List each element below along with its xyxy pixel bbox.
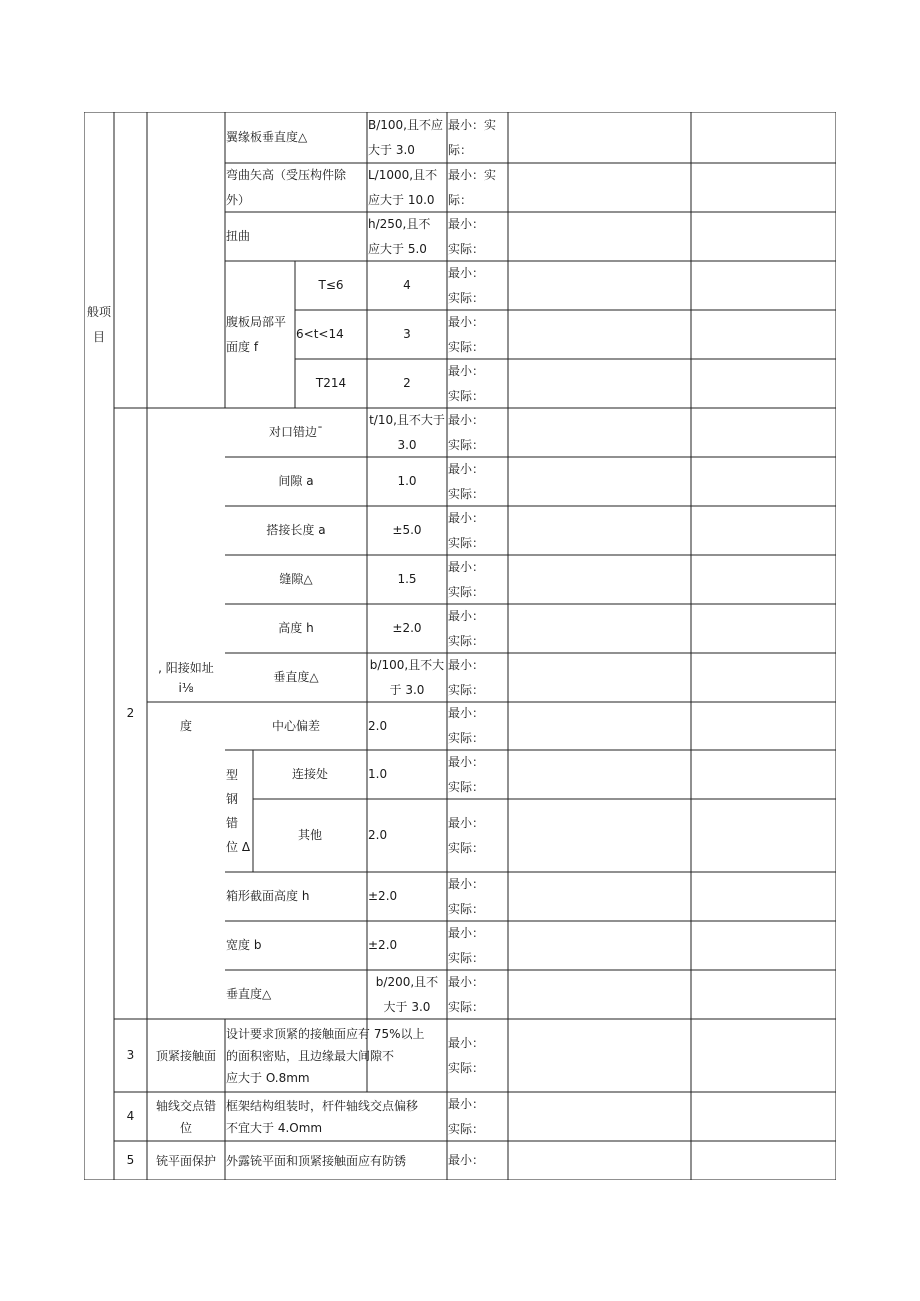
measured-value: 实际：: [448, 388, 485, 403]
measured-value: 实际：: [448, 731, 485, 745]
item-name: 扭曲: [226, 229, 251, 243]
item-name: 铳平面保护: [155, 1153, 216, 1168]
steel-offset-label: 位 Δ: [226, 840, 251, 854]
item-name: 间隙 a: [278, 474, 314, 488]
tolerance-value: ±2.0: [368, 938, 398, 952]
tolerance-value: ±5.0: [392, 523, 422, 537]
item-name: 搭接长度 a: [266, 523, 326, 537]
requirement-text: 不宜大于 4.Omm: [226, 1120, 323, 1135]
thickness-condition: T214: [315, 376, 347, 390]
thickness-condition: T≤6: [318, 278, 344, 292]
measured-value: 最小：: [448, 412, 485, 427]
measured-value: 最小：: [448, 559, 485, 574]
measured-value: 实际：: [448, 779, 485, 794]
row-number: 3: [126, 1048, 135, 1062]
item-name: 缝隙△: [279, 572, 313, 586]
item-name: 翼缘板垂直度△: [226, 130, 308, 144]
item-name: 外）: [226, 192, 251, 207]
requirement-text: 外露铳平面和顶紧接触面应有防锈: [226, 1153, 407, 1168]
item-name: 垂直度△: [226, 987, 272, 1001]
item-name: 对口错边ˉ: [268, 425, 323, 439]
category-label: 度: [179, 718, 192, 733]
measured-value: 最小：: [448, 974, 485, 989]
measured-value: 最小：: [448, 754, 485, 769]
item-name: 垂直度△: [273, 670, 319, 684]
tolerance-value: 大于 3.0: [383, 999, 431, 1014]
measured-value: 实际：: [448, 840, 485, 855]
measured-value: 最小：: [448, 216, 485, 231]
category-label: , 阳接如址: [158, 660, 214, 675]
measured-value: 实际：: [448, 901, 485, 916]
tolerance-value: B/100,且不应: [368, 117, 443, 132]
measured-value: 最小：: [448, 608, 485, 623]
measured-value: 最小：: [448, 1096, 485, 1111]
tolerance-value: L/1000,且不: [368, 167, 438, 182]
inspection-table: [84, 112, 836, 1180]
section-label: 目: [92, 330, 105, 344]
tolerance-value: 1.0: [368, 767, 388, 781]
measured-value: 最小：实: [448, 117, 497, 132]
tolerance-value: 应大于 10.0: [368, 192, 435, 207]
tolerance-value: 2.0: [368, 828, 388, 842]
requirement-text: 框架结构组装时，杆件轴线交点偏移: [226, 1098, 419, 1113]
tolerance-value: 于 3.0: [389, 682, 425, 697]
tolerance-value: 2.0: [368, 718, 388, 733]
measured-value: 实际：: [448, 633, 485, 648]
steel-offset-label: 错: [226, 816, 239, 830]
measured-value: 最小：: [448, 265, 485, 280]
item-name: 箱形截面高度 h: [226, 889, 310, 903]
measured-value: 实际：: [448, 1060, 485, 1075]
item-name: 其他: [297, 828, 322, 842]
item-name: 面度 f: [226, 339, 259, 354]
tolerance-value: b/200,且不: [375, 974, 439, 989]
tolerance-value: h/250,且不: [368, 216, 431, 231]
measured-value: 实际：: [448, 241, 485, 256]
tolerance-value: ±2.0: [368, 889, 398, 903]
measured-value: 最小：: [448, 314, 485, 329]
measured-value: 最小：实: [448, 167, 497, 182]
measured-value: 实际：: [448, 535, 485, 550]
measured-value: 最小：: [448, 1035, 485, 1050]
measured-value: 最小：: [448, 876, 485, 891]
category-label: i⅛: [178, 680, 194, 695]
item-name: 中心偏差: [271, 718, 320, 733]
measured-value: 实际：: [448, 999, 485, 1014]
tolerance-value: 3.0: [397, 437, 417, 452]
measured-value: 实际：: [448, 950, 485, 965]
measured-value: 最小：: [448, 510, 485, 525]
measured-value: 实际：: [448, 437, 485, 452]
tolerance-value: 1.0: [397, 474, 417, 488]
measured-value: 最小：: [448, 363, 485, 378]
item-name: 轴线交点错: [155, 1098, 216, 1113]
item-name: 腹板局部平: [226, 314, 287, 329]
measured-value: 最小：: [448, 706, 485, 720]
measured-value: 最小：: [448, 657, 485, 672]
measured-value: 实际：: [448, 486, 485, 501]
item-name: 高度 h: [278, 621, 314, 635]
measured-value: 实际：: [448, 584, 485, 599]
item-name: 位: [179, 1120, 192, 1135]
tolerance-value: ±2.0: [392, 621, 422, 635]
row-number: 5: [126, 1153, 135, 1167]
measured-value: 际：: [448, 192, 473, 207]
row-number: 2: [126, 706, 135, 720]
tolerance-value: t/10,且不大于: [369, 412, 445, 427]
measured-value: 实际：: [448, 290, 485, 305]
tolerance-value: 大于 3.0: [368, 142, 415, 157]
tolerance-value: 3: [403, 327, 411, 341]
requirement-text: 的面积密贴，且边缘最大间隙不: [226, 1048, 395, 1063]
measured-value: 最小：: [448, 815, 485, 830]
item-name: 弯曲矢高（受压构件除: [226, 167, 347, 182]
section-label: 般项: [86, 305, 111, 319]
row-number: 4: [126, 1109, 135, 1123]
item-name: 连接处: [291, 767, 328, 781]
item-name: 宽度 b: [226, 938, 262, 952]
tolerance-value: 应大于 5.0: [368, 241, 427, 256]
measured-value: 最小：: [448, 925, 485, 940]
measured-value: 实际：: [448, 339, 485, 354]
item-name: 顶紧接触面: [155, 1048, 216, 1063]
measured-value: 最小：: [448, 461, 485, 476]
requirement-text: 设计要求顶紧的接触面应有 75%以上: [226, 1026, 425, 1041]
measured-value: 实际：: [448, 1121, 485, 1136]
thickness-condition: 6<t<14: [296, 327, 344, 341]
measured-value: 最小：: [448, 1153, 485, 1167]
tolerance-value: 2: [403, 376, 411, 390]
steel-offset-label: 型: [226, 768, 239, 782]
measured-value: 实际：: [448, 682, 485, 697]
measured-value: 际：: [448, 142, 473, 157]
tolerance-value: 1.5: [397, 572, 417, 586]
tolerance-value: 4: [403, 278, 411, 292]
tolerance-value: b/100,且不大: [369, 657, 445, 672]
requirement-text: 应大于 O.8mm: [226, 1070, 310, 1085]
steel-offset-label: 钢: [226, 792, 239, 806]
